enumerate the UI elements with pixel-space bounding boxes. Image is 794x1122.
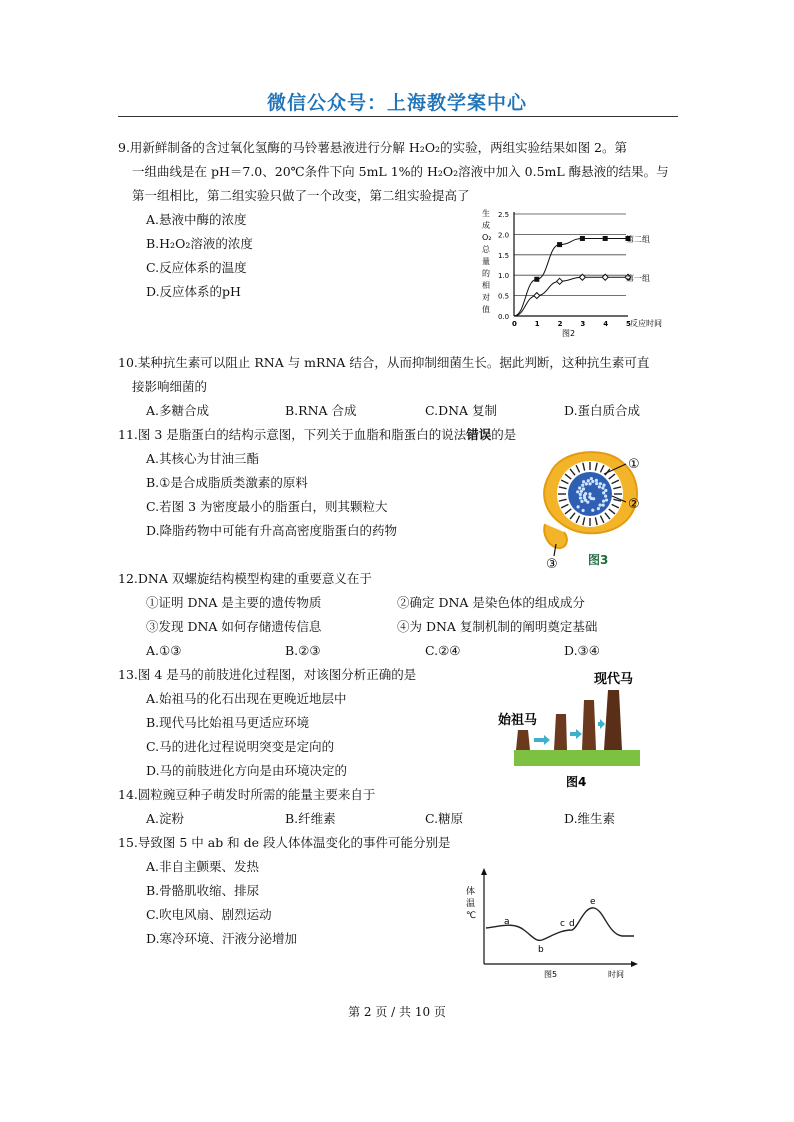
q10-stem-line-2: 接影响细菌的 bbox=[132, 379, 208, 394]
fig2-point-square bbox=[534, 277, 539, 282]
page-footer: 第 2 页 / 共 10 页 bbox=[348, 1005, 446, 1019]
q11-stem bbox=[118, 426, 516, 444]
fig2-ylabel bbox=[482, 208, 492, 314]
fig2-x-tick-label: 0 bbox=[512, 320, 517, 328]
fig3-core-dot bbox=[582, 480, 585, 483]
fig4-label-modern: 现代马 bbox=[594, 672, 634, 687]
fig2-series-label-1: 第一组 bbox=[626, 274, 650, 283]
q10-option-a[interactable]: A.多糖合成 bbox=[146, 403, 210, 418]
q11-stem-part-a: 11.图 3 是脂蛋白的结构示意图，下列关于血脂和脂蛋白的说法 bbox=[118, 427, 467, 442]
q9-stem-line-1: 9.用新鲜制备的含过氧化氢酶的马铃薯悬液进行分解 H₂O₂的实验，两组实验结果如图 2。第 bbox=[118, 140, 627, 155]
fig5-ylabel-2: 温 bbox=[466, 899, 476, 909]
header-divider bbox=[118, 116, 678, 117]
fig4-limb-2 bbox=[554, 714, 567, 750]
fig3-core-dot bbox=[590, 477, 593, 480]
fig3-core-dot bbox=[582, 487, 585, 490]
q10-option-c[interactable]: C.DNA 复制 bbox=[425, 403, 498, 418]
fig3-core-dot bbox=[580, 500, 583, 503]
fig2-x-tick-label: 4 bbox=[603, 320, 609, 328]
q11-option-b[interactable]: B.①是合成脂质类激素的原料 bbox=[146, 475, 308, 490]
q11-stem-part-b: 的是 bbox=[491, 427, 517, 442]
q15-option-d[interactable]: D.寒冷环境、汗液分泌增加 bbox=[146, 931, 298, 946]
q13-option-a[interactable]: A.始祖马的化石出现在更晚近地层中 bbox=[146, 691, 347, 706]
q9-option-a[interactable]: A.悬液中酶的浓度 bbox=[146, 212, 247, 227]
fig2-x-tick-label: 1 bbox=[534, 320, 540, 328]
fig3-core-dot bbox=[601, 486, 604, 489]
fig4-ground bbox=[514, 750, 640, 766]
fig5-point-b: b bbox=[538, 945, 544, 955]
q11-option-a[interactable]: A.其核心为甘油三酯 bbox=[146, 451, 260, 466]
fig5-point-c: c bbox=[560, 919, 565, 929]
fig2-point-square bbox=[580, 236, 585, 241]
fig2-tick-labels bbox=[498, 211, 631, 328]
fig4-limb-1 bbox=[516, 730, 530, 750]
fig2-series bbox=[514, 236, 631, 316]
q14-option-a[interactable]: A.淀粉 bbox=[146, 811, 185, 826]
figure-4-horse-forelimb bbox=[494, 666, 654, 792]
fig2-ylabel-char: 值 bbox=[482, 305, 490, 314]
q12-item-4: ④为 DNA 复制机制的阐明奠定基础 bbox=[397, 619, 598, 634]
fig4-limb-4 bbox=[604, 690, 622, 750]
fig3-core-dot bbox=[602, 504, 605, 507]
q9-stem-line-3: 第一组相比，第二组实验只做了一个改变，第二组实验提高了 bbox=[132, 188, 470, 203]
fig3-core-dot bbox=[576, 505, 579, 508]
q10-stem-line-1: 10.某种抗生素可以阻止 RNA 与 mRNA 结合，从而抑制细菌生长。据此判断，这种抗生素可直 bbox=[118, 355, 650, 370]
fig3-core-dot bbox=[584, 492, 587, 495]
q9-option-c[interactable]: C.反应体系的温度 bbox=[146, 260, 247, 275]
figure-3-lipoprotein bbox=[530, 444, 680, 572]
q11-option-d[interactable]: D.降脂药物中可能有升高高密度脂蛋白的药物 bbox=[146, 523, 398, 538]
q14-stem: 14.圆粒豌豆种子萌发时所需的能量主要来自于 bbox=[118, 787, 376, 802]
q12-item-2: ②确定 DNA 是染色体的组成成分 bbox=[397, 595, 585, 610]
q15-option-c[interactable]: C.吹电风扇、剧烈运动 bbox=[146, 907, 272, 922]
q13-option-b[interactable]: B.现代马比始祖马更适应环境 bbox=[146, 715, 310, 730]
fig3-core-dot bbox=[595, 479, 598, 482]
fig3-core-dot bbox=[602, 483, 605, 486]
q12-option-d[interactable]: D.③④ bbox=[564, 643, 600, 658]
fig2-ylabel-char: 量 bbox=[482, 257, 490, 266]
fig2-ylabel-char: 成 bbox=[482, 221, 490, 230]
fig2-y-tick-label: 0.0 bbox=[498, 313, 510, 321]
fig4-label-ancestor: 始祖马 bbox=[498, 713, 538, 728]
fig3-core-dot bbox=[591, 509, 594, 512]
q13-option-c[interactable]: C.马的进化过程说明突变是定向的 bbox=[146, 739, 335, 754]
fig3-caption: 图3 bbox=[588, 553, 609, 567]
fig3-core-dot bbox=[578, 486, 581, 489]
page-header-title: 微信公众号：上海教学案中心 bbox=[266, 92, 527, 114]
fig2-y-tick-label: 1.0 bbox=[498, 272, 510, 281]
fig3-core-dot bbox=[604, 489, 607, 492]
fig4-arrow-3 bbox=[598, 719, 605, 729]
fig2-ylabel-char: 相 bbox=[482, 281, 490, 290]
fig2-x-tick-label: 5 bbox=[626, 320, 631, 328]
fig2-y-tick-label: 2.0 bbox=[498, 231, 510, 240]
fig3-core-dot bbox=[597, 507, 600, 510]
q12-stem: 12.DNA 双螺旋结构模型构建的重要意义在于 bbox=[118, 571, 372, 586]
fig2-point-square bbox=[603, 236, 608, 241]
fig2-axes bbox=[514, 212, 628, 316]
fig3-core-dot bbox=[588, 492, 591, 495]
fig5-y-arrow bbox=[481, 868, 487, 875]
fig5-xlabel: 时间 bbox=[608, 970, 624, 979]
fig3-label-1: ① bbox=[628, 457, 640, 472]
fig2-x-tick-label: 3 bbox=[580, 320, 586, 328]
q12-item-3: ③发现 DNA 如何存储遗传信息 bbox=[146, 619, 322, 634]
fig5-caption: 图5 bbox=[544, 970, 558, 979]
fig3-core-dot bbox=[579, 493, 582, 496]
q13-stem: 13.图 4 是马的前肢进化过程图，对该图分析正确的是 bbox=[118, 667, 417, 682]
fig2-point-diamond bbox=[534, 293, 540, 299]
fig3-label-2: ② bbox=[628, 497, 640, 512]
q12-item-1: ①证明 DNA 是主要的遗传物质 bbox=[146, 595, 322, 610]
fig3-core-dot bbox=[587, 479, 590, 482]
fig3-core-dot bbox=[579, 496, 582, 499]
fig3-core-dot bbox=[598, 503, 601, 506]
fig2-ylabel-char: 生 bbox=[482, 209, 490, 218]
fig2-caption: 图2 bbox=[562, 329, 576, 338]
fig2-series-label-2: 第二组 bbox=[626, 235, 650, 244]
fig2-x-tick-label: 2 bbox=[557, 320, 563, 328]
q10-option-b[interactable]: B.RNA 合成 bbox=[285, 403, 357, 418]
q12-option-a[interactable]: A.①③ bbox=[146, 643, 182, 658]
fig2-ylabel-char: 的 bbox=[482, 269, 490, 278]
fig3-core-dot bbox=[585, 482, 588, 485]
fig5-point-a: a bbox=[504, 917, 510, 927]
fig2-y-tick-label: 0.5 bbox=[498, 292, 510, 301]
fig5-x-arrow bbox=[631, 961, 638, 967]
fig4-caption: 图4 bbox=[566, 775, 587, 789]
fig3-core-dot bbox=[576, 490, 579, 493]
q15-option-b[interactable]: B.骨骼肌收缩、排尿 bbox=[146, 883, 260, 898]
fig3-core-dot bbox=[605, 498, 608, 501]
q9-stem-line-2: 一组曲线是在 pH＝7.0、20℃条件下向 5mL 1%的 H₂O₂溶液中加入 0.5mL 酶悬液的结果。与 bbox=[132, 164, 669, 179]
fig4-arrow-2 bbox=[570, 729, 582, 739]
fig4-arrow-1 bbox=[534, 735, 550, 745]
fig5-ylabel-1: 体 bbox=[466, 887, 476, 897]
q15-stem: 15.导致图 5 中 ab 和 de 段人体体温变化的事件可能分别是 bbox=[118, 835, 451, 850]
fig2-point-diamond bbox=[557, 278, 563, 284]
q15-option-a[interactable]: A.非自主颤栗、发热 bbox=[146, 859, 260, 874]
q14-option-b[interactable]: B.纤维素 bbox=[285, 811, 336, 826]
q9-option-b[interactable]: B.H₂O₂溶液的浓度 bbox=[146, 236, 253, 251]
fig5-ylabel-3: ℃ bbox=[466, 911, 477, 921]
q12-option-c[interactable]: C.②④ bbox=[425, 643, 461, 658]
fig2-point-square bbox=[557, 242, 562, 247]
q11-option-c[interactable]: C.若图 3 为密度最小的脂蛋白，则其颗粒大 bbox=[146, 499, 388, 514]
fig3-core-dot bbox=[588, 482, 591, 485]
fig5-point-d: d bbox=[569, 919, 575, 929]
q14-option-c[interactable]: C.糖原 bbox=[425, 811, 464, 826]
q13-option-d[interactable]: D.马的前肢进化方向是由环境决定的 bbox=[146, 763, 348, 778]
fig2-ylabel-char: O₂ bbox=[482, 233, 492, 242]
fig3-core-dot bbox=[588, 496, 591, 499]
fig2-y-tick-label: 1.5 bbox=[498, 251, 510, 260]
q11-stem-keyword: 错误 bbox=[466, 427, 492, 442]
fig5-point-e: e bbox=[590, 897, 596, 907]
fig2-ylabel-char: 对 bbox=[482, 293, 490, 302]
fig3-core-dot bbox=[598, 485, 601, 488]
fig2-xlabel: 反应时间 bbox=[630, 319, 662, 328]
fig3-core-dot bbox=[604, 495, 607, 498]
fig3-core-dot bbox=[595, 482, 598, 485]
q14-option-d[interactable]: D.维生素 bbox=[564, 811, 616, 826]
fig3-core-dot bbox=[602, 491, 605, 494]
q9-option-d[interactable]: D.反应体系的pH bbox=[146, 284, 241, 299]
fig3-core-dot bbox=[581, 484, 584, 487]
q12-option-b[interactable]: B.②③ bbox=[285, 643, 321, 658]
fig3-label-3: ③ bbox=[546, 557, 558, 572]
fig3-core-dot bbox=[581, 509, 584, 512]
fig3-core-dot bbox=[599, 482, 602, 485]
figure-5-body-temp bbox=[462, 864, 642, 980]
fig2-ylabel-char: 总 bbox=[482, 245, 490, 254]
figure-2-chart bbox=[478, 206, 688, 342]
fig2-y-tick-label: 2.5 bbox=[498, 211, 510, 219]
fig3-core-dot bbox=[591, 480, 594, 483]
fig4-limb-3 bbox=[582, 700, 596, 750]
fig3-core-dot bbox=[602, 500, 605, 503]
q10-option-d[interactable]: D.蛋白质合成 bbox=[564, 403, 641, 418]
